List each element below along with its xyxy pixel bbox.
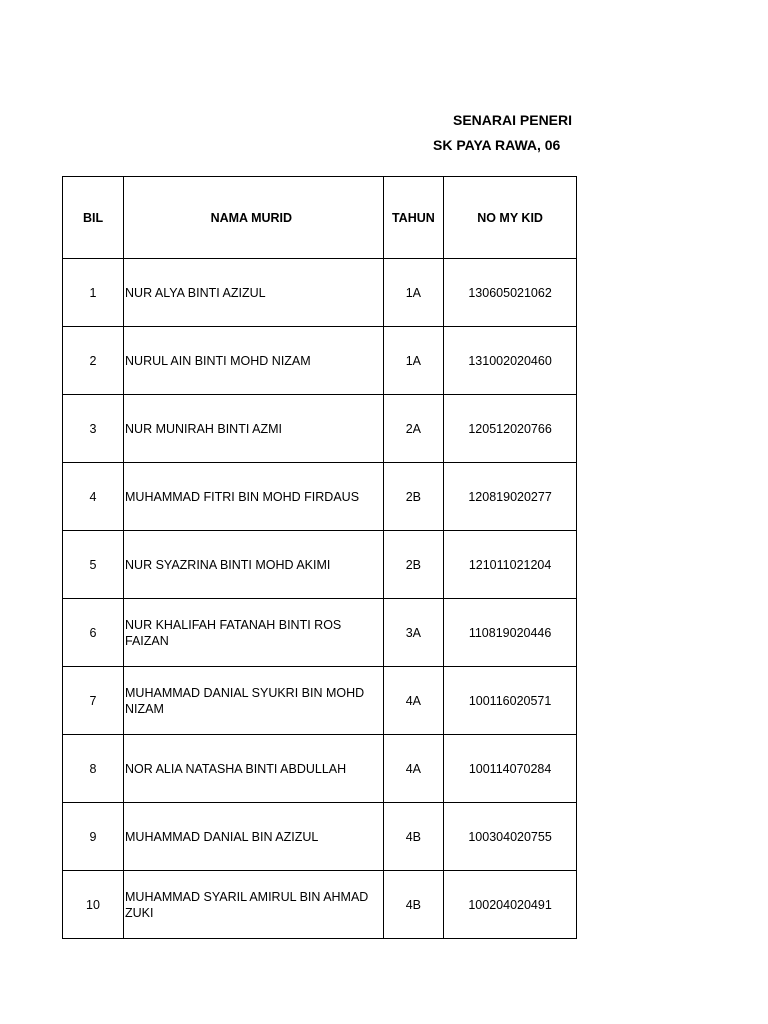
column-header-bil: BIL [63,177,124,259]
cell-nama-murid: NUR SYAZRINA BINTI MOHD AKIMI [124,531,384,599]
cell-bil: 9 [63,803,124,871]
column-header-tahun: TAHUN [383,177,444,259]
cell-tahun: 3A [383,599,444,667]
table-row [63,531,577,599]
cell-bil: 1 [63,259,124,327]
cell-tahun: 4A [383,735,444,803]
cell-nama-murid: MUHAMMAD DANIAL SYUKRI BIN MOHD NIZAM [124,667,384,735]
student-table [62,176,577,939]
cell-tahun: 2A [383,395,444,463]
cell-my-kid: 120819020277 [444,463,577,531]
cell-bil: 5 [63,531,124,599]
cell-tahun: 1A [383,259,444,327]
cell-my-kid: 130605021062 [444,259,577,327]
table-header-row [63,177,577,259]
cell-bil: 2 [63,327,124,395]
cell-my-kid: 100116020571 [444,667,577,735]
cell-nama-murid: MUHAMMAD DANIAL BIN AZIZUL [124,803,384,871]
cell-bil: 4 [63,463,124,531]
table-row [63,463,577,531]
cell-my-kid: 121011021204 [444,531,577,599]
cell-my-kid: 100204020491 [444,871,577,939]
table-row [63,259,577,327]
column-header-nama: NAMA MURID [124,177,384,259]
table-row [63,395,577,463]
document-title: SENARAI PENERI [453,112,573,128]
cell-bil: 8 [63,735,124,803]
table-row [63,327,577,395]
cell-tahun: 4A [383,667,444,735]
cell-nama-murid: MUHAMMAD FITRI BIN MOHD FIRDAUS [124,463,384,531]
cell-bil: 10 [63,871,124,939]
cell-bil: 6 [63,599,124,667]
cell-tahun: 2B [383,463,444,531]
cell-my-kid: 120512020766 [444,395,577,463]
cell-tahun: 2B [383,531,444,599]
cell-tahun: 1A [383,327,444,395]
cell-bil: 7 [63,667,124,735]
cell-nama-murid: NURUL AIN BINTI MOHD NIZAM [124,327,384,395]
cell-my-kid: 100304020755 [444,803,577,871]
cell-nama-murid: NUR ALYA BINTI AZIZUL [124,259,384,327]
cell-tahun: 4B [383,803,444,871]
table-row [63,735,577,803]
column-header-mykid: NO MY KID [444,177,577,259]
cell-my-kid: 100114070284 [444,735,577,803]
table-row [63,599,577,667]
cell-bil: 3 [63,395,124,463]
cell-tahun: 4B [383,871,444,939]
cell-nama-murid: NOR ALIA NATASHA BINTI ABDULLAH [124,735,384,803]
cell-my-kid: 131002020460 [444,327,577,395]
cell-my-kid: 110819020446 [444,599,577,667]
cell-nama-murid: NUR MUNIRAH BINTI AZMI [124,395,384,463]
school-name: SK PAYA RAWA, 06 [433,137,561,153]
table-row [63,871,577,939]
cell-nama-murid: MUHAMMAD SYARIL AMIRUL BIN AHMAD ZUKI [124,871,384,939]
table-row [63,803,577,871]
table-row [63,667,577,735]
cell-nama-murid: NUR KHALIFAH FATANAH BINTI ROS FAIZAN [124,599,384,667]
